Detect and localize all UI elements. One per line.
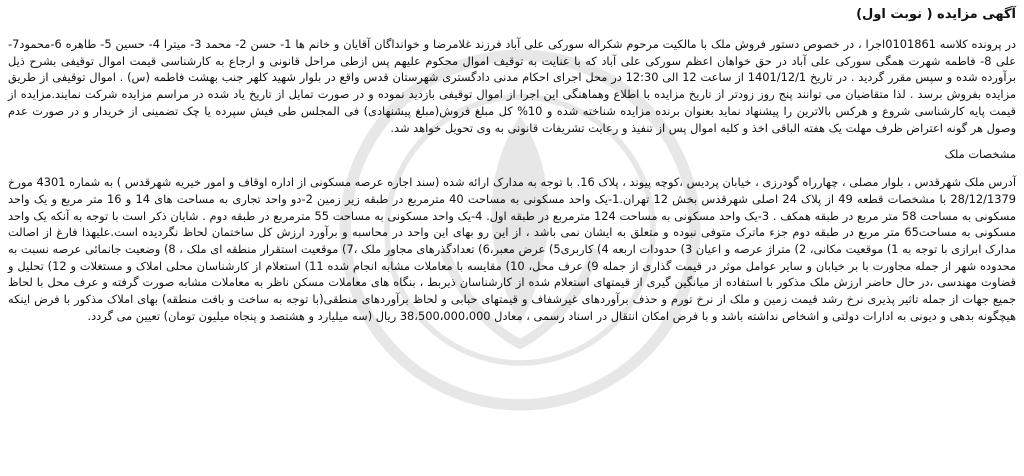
notice-title: آگهی مزایده ( نوبت اول) [856, 7, 1016, 22]
notice-body-paragraph: در پرونده کلاسه 0101861اجرا ، در خصوص دستور فروش ملک با مالکیت مرحوم شکراله سورکی علی آباد فرزند غلامرضا و خوانداگان آقایان و خانم ها 1- حسن 2- محمد 3- میترا 4- حسین 5- طاهره 6-محمود7- علی 8- فاطمه شهرت همگی سورکی علی آباد در حق خواهان اعظم سورکی علی آباد که با عنایت به توقیف اموال محکوم علیهم پس ازطی مراحل قانونی و ارجاع به کارشناسی قیمت اموال توقیفی بشرح ذیل برآورده شده و سپس مقرر گردید . در تاریخ 1401/12/1 از ساعت 12 الی 12:30 در محل اجرای احکام مدنی دادگستری شهرستان قدس واقع در بلوار شهید کلهر جنب بهشت فاطمه (س) . اموال توقیفی از طریق مزایده بفروش برسد . لذا متقاضیان می توانند پنج روز زودتر از تاریخ مزایده با اطلاع وهماهنگی این اجرا از اموال توقیفی بازدید نموده و در صورت تمایل از تاریخ یاد شده در مراسم مزایده شرکت نمایند.مزایده از قیمت پایه کارشناسی شروع و هرکس بالاترین را پیشنهاد نماید بعنوان برنده مزایده شناخته شده و 10% کل مبلغ فروش(مبلغ پیشنهادی) فی المجلس طی فیش سپرده یا چک تضمینی از خریدار و در صورت عدم وصول هر گونه اعتراض ظرف مهلت یک هفته الباقی اخذ و کلیه اموال پس از تنفیذ و رعایت تشریفات قانونی به وی تحویل خواهد شد. [8, 37, 1017, 135]
property-specs-paragraph: آدرس ملک شهرقدس ، بلوار مصلی ، چهارراه گودرزی ، خیابان پردیس ،کوچه پیوند ، پلاک 16. با توجه به مدارک ارائه شده (سند اجاره عرصه مسکونی از اداره اوقاف و امور خیریه شهرقدس ) به شماره 4301 مورخ 28/12/1379 با مشخصات قطعه 49 از پلاک 24 اصلی شهرقدس بخش 12 تهران.1-یک واحد مسکونی به مساحت 40 مترمربع در طبقه زیر زمین 2-دو واحد تجاری به مساحت های 14 و 16 متر مربع و یک واحد مسکونی به مساحت 58 متر مربع در طبقه همکف . 3-یک واحد مسکونی به مساحت 124 مترمربع در طبقه اول. 4-یک واحد مسکونی به مساحت 55 مترمربع در طبقه دوم . شایان ذکر است با توجه به آنکه یک واحد مسکونی به مساحت65 متر مربع در طبقه دوم جزء ماترک متوفی نبوده و متعلق به ایشان نمی باشد ، از این رو بهای این واحد در محاسبه و برآورد ارزش کل ساختمان لحاظ نگردیده است.علیهذا فارغ از اصالت مدارک ابرازی با توجه به 1) موقعیت مکانی، 2) متراژ عرصه و اعیان 3) حدودات اربعه 4) کاربری5) عرض معبر،6) تعدادگذرهای مجاور ملک ،7) موقعیت استقرار منطقه ای ملک ، 8) وضعیت جانمائی عرصه نسبت به محدوده شهر از جمله مجاورت با بر خیابان و سایر عوامل موثر در قیمت گذاری از جمله 9) عرف محل، 10) مقایسه با معاملات مشابه انجام شده 11) استعلام از کارشناسان محلی املاک و مستغلات و 12) تحلیل و قضاوت مهندسی ،در حال حاضر ارزش ملک مذکور با استفاده از میانگین گیری از قیمتهای استعلام شده از کارشناسان ذیربط ، بنگاه های معاملات مسکن ناظر به معاملات مشابه صورت گرفته و عرف محل با لحاظ جمیع جهات از جمله تاثیر پذیری نرخ رشد قیمت زمین و ملک از نرخ تورم و حذف برآوردهای غیرشفاف و قیمتهای حبابی و لحاظ برآوردهای منطقی(با توجه به ساخت و بافت منطقه) بهای املاک مذکور با فرض اینکه هیچگونه بدهی و دیونی به ادارات دولتی و اشخاص نداشته باشد و با فرض امکان انتقال در اسناد رسمی ، معادل 38،500،000،000 ریال (سه میلیارد و هشتصد و پنجاه میلیون تومان) تعیین می گردد. [8, 175, 1017, 323]
property-specs-heading: مشخصات ملک [944, 147, 1016, 162]
